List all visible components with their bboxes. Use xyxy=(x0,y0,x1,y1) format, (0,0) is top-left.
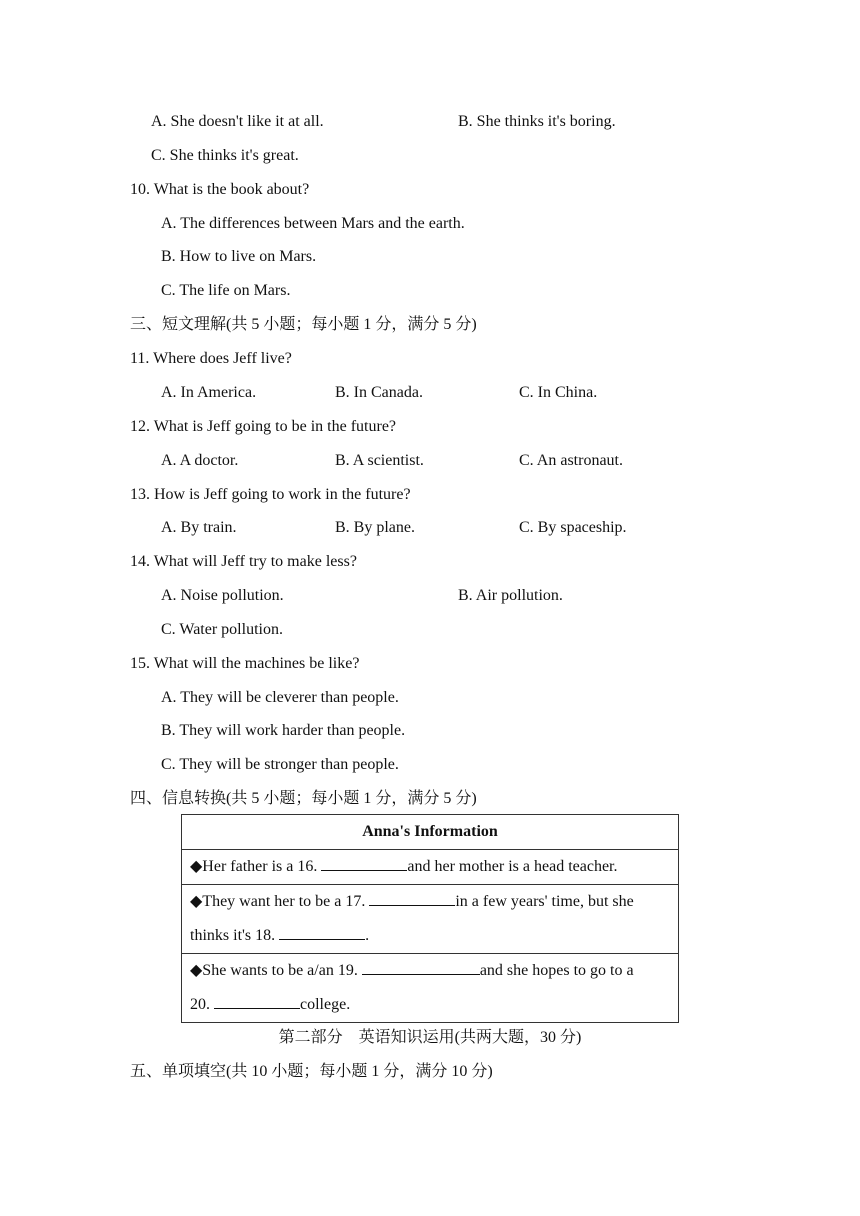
q13-option-a: A. By train. xyxy=(161,519,237,536)
part2-title: 第二部分 英语知识运用(共两大题，30 分) xyxy=(278,1029,582,1046)
info-row-20-pre: 20. xyxy=(190,996,214,1013)
info-row-17-mid: in a few years' time, but she xyxy=(455,893,634,910)
info-row-18-post: . xyxy=(365,927,370,944)
q15-option-c: C. They will be stronger than people. xyxy=(161,756,399,773)
q11-stem: 11. Where does Jeff live? xyxy=(130,350,292,367)
info-table-header-row xyxy=(182,815,679,850)
info-row-19-20 xyxy=(182,954,679,1023)
q13-option-b: B. By plane. xyxy=(335,519,415,536)
q10-option-a: A. The differences between Mars and the earth. xyxy=(161,215,465,232)
q11-option-c: C. In China. xyxy=(519,384,598,401)
section4-title: 四、信息转换(共 5 小题；每小题 1 分，满分 5 分) xyxy=(130,790,477,807)
q12-stem: 12. What is Jeff going to be in the future? xyxy=(130,418,397,435)
q9-option-c: C. She thinks it's great. xyxy=(151,147,299,164)
q12-option-c: C. An astronaut. xyxy=(519,452,623,469)
blank-17 xyxy=(369,891,455,906)
q9-option-a: A. She doesn't like it at all. xyxy=(151,113,324,130)
blank-20 xyxy=(214,994,300,1009)
info-table xyxy=(181,814,679,1023)
q10-option-c: C. The life on Mars. xyxy=(161,282,291,299)
q12-option-a: A. A doctor. xyxy=(161,452,239,469)
info-table-row xyxy=(182,954,679,1023)
info-row-16-post: and her mother is a head teacher. xyxy=(407,858,618,875)
blank-18 xyxy=(279,925,365,940)
info-row-19-mid: and she hopes to go to a xyxy=(479,962,634,979)
q10-stem: 10. What is the book about? xyxy=(130,181,310,198)
section5-title: 五、单项填空(共 10 小题；每小题 1 分，满分 10 分) xyxy=(130,1063,493,1080)
q14-option-c: C. Water pollution. xyxy=(161,621,283,638)
q9-option-b: B. She thinks it's boring. xyxy=(458,113,616,130)
q10-option-b: B. How to live on Mars. xyxy=(161,248,317,265)
info-row-20-post: college. xyxy=(300,996,351,1013)
q15-option-a: A. They will be cleverer than people. xyxy=(161,689,399,706)
q14-stem: 14. What will Jeff try to make less? xyxy=(130,553,357,570)
info-row-19-pre: ◆She wants to be a/an 19. xyxy=(190,962,362,979)
q12-option-b: B. A scientist. xyxy=(335,452,424,469)
q14-option-b: B. Air pollution. xyxy=(458,587,563,604)
info-row-17-pre: ◆They want her to be a 17. xyxy=(190,893,370,910)
q15-stem: 15. What will the machines be like? xyxy=(130,655,360,672)
info-row-16 xyxy=(182,850,679,885)
blank-19 xyxy=(362,960,480,975)
q14-option-a: A. Noise pollution. xyxy=(161,587,284,604)
q11-option-b: B. In Canada. xyxy=(335,384,423,401)
info-table-header: Anna's Information xyxy=(182,815,679,850)
q15-option-b: B. They will work harder than people. xyxy=(161,722,406,739)
info-row-17-18 xyxy=(182,885,679,954)
q11-option-a: A. In America. xyxy=(161,384,257,401)
info-table-row xyxy=(182,885,679,954)
info-table-row xyxy=(182,850,679,885)
info-row-18-pre: thinks it's 18. xyxy=(190,927,280,944)
section3-title: 三、短文理解(共 5 小题；每小题 1 分，满分 5 分) xyxy=(130,316,477,333)
q13-stem: 13. How is Jeff going to work in the future? xyxy=(130,486,411,503)
blank-16 xyxy=(321,856,407,871)
q13-option-c: C. By spaceship. xyxy=(519,519,627,536)
info-row-16-pre: ◆Her father is a 16. xyxy=(190,858,322,875)
